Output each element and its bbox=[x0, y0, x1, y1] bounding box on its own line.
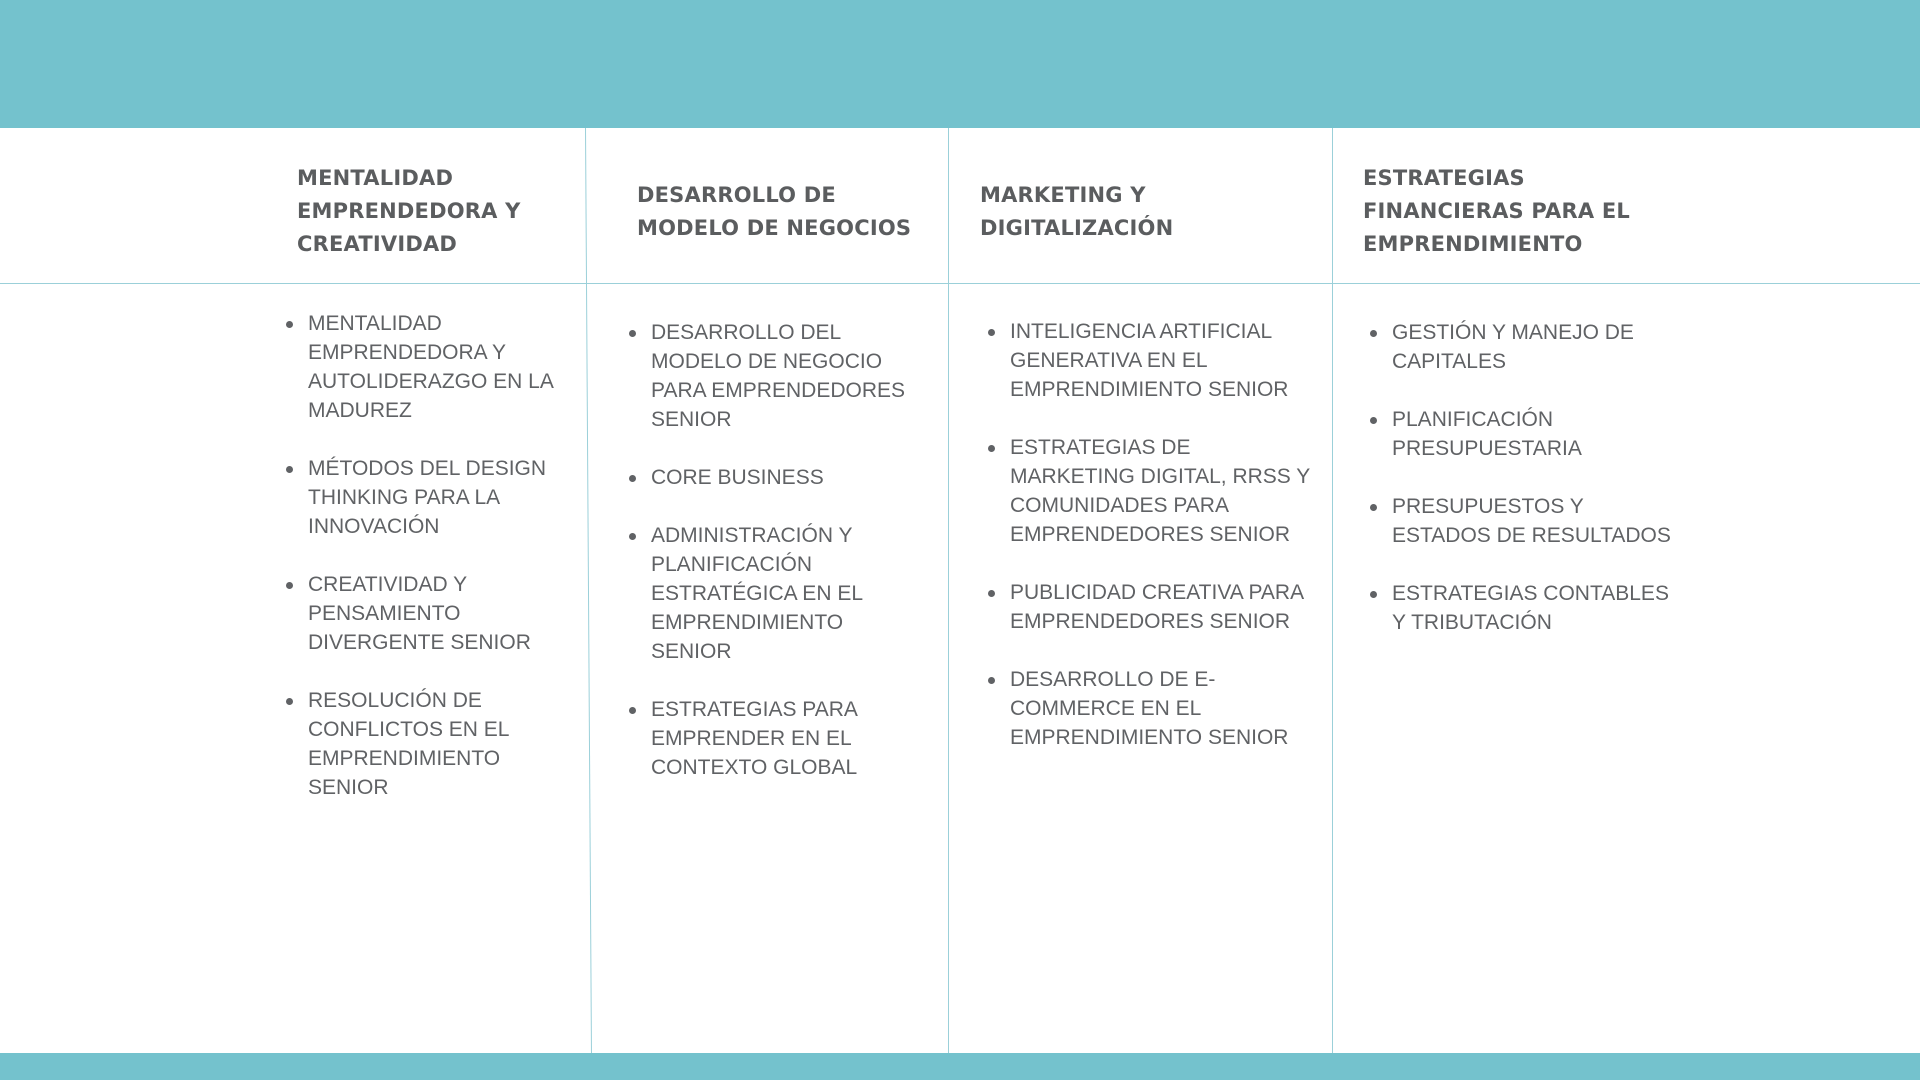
list-item-text: CREATIVIDAD Y PENSAMIENTO DIVERGENTE SENIOR bbox=[308, 573, 531, 654]
bullet-icon bbox=[286, 698, 293, 705]
list-item-text: ADMINISTRACIÓN Y PLANIFICACIÓN ESTRATÉGICA EN EL EMPRENDIMIENTO SENIOR bbox=[651, 524, 863, 663]
header-divider bbox=[0, 283, 1920, 284]
list-item bbox=[280, 686, 555, 802]
list-item-text: MÉTODOS DEL DESIGN THINKING PARA LA INNOVACIÓN bbox=[308, 457, 547, 538]
list-item-text: GESTIÓN Y MANEJO DE CAPITALES bbox=[1392, 321, 1634, 373]
bullet-icon bbox=[286, 466, 293, 473]
list-item bbox=[280, 454, 555, 541]
list-item-text: INTELIGENCIA ARTIFICIAL GENERATIVA EN EL EMPRENDIMIENTO SENIOR bbox=[1010, 320, 1289, 401]
column-2-list bbox=[623, 318, 913, 811]
bullet-icon bbox=[286, 321, 293, 328]
list-item-text: ESTRATEGIAS PARA EMPRENDER EN EL CONTEXTO GLOBAL bbox=[651, 698, 858, 779]
column-4-list bbox=[1364, 318, 1684, 666]
bullet-icon bbox=[629, 330, 636, 337]
column-4-title-text: ESTRATEGIAS FINANCIERAS PARA EL EMPRENDIMIENTO bbox=[1363, 166, 1630, 256]
column-1-list bbox=[280, 309, 555, 831]
bullet-icon bbox=[1370, 417, 1377, 424]
list-item bbox=[982, 578, 1312, 636]
column-divider-2 bbox=[948, 128, 949, 1053]
bullet-icon bbox=[988, 590, 995, 597]
column-4-title bbox=[1363, 162, 1653, 261]
list-item-text: DESARROLLO DEL MODELO DE NEGOCIO PARA EMPRENDEDORES SENIOR bbox=[651, 321, 905, 431]
list-item-text: RESOLUCIÓN DE CONFLICTOS EN EL EMPRENDIMIENTO SENIOR bbox=[308, 689, 509, 799]
list-item bbox=[623, 521, 913, 666]
list-item bbox=[280, 570, 555, 657]
column-3-list bbox=[982, 317, 1312, 781]
column-3-title bbox=[980, 162, 1270, 261]
list-item-text: CORE BUSINESS bbox=[651, 466, 824, 489]
list-item bbox=[623, 695, 913, 782]
list-item bbox=[1364, 318, 1684, 376]
list-item bbox=[982, 317, 1312, 404]
bullet-icon bbox=[629, 533, 636, 540]
list-item bbox=[982, 433, 1312, 549]
list-item-text: MENTALIDAD EMPRENDEDORA Y AUTOLIDERAZGO EN LA MADUREZ bbox=[308, 312, 553, 422]
list-item bbox=[1364, 579, 1684, 637]
list-item bbox=[280, 309, 555, 425]
list-item-text: PUBLICIDAD CREATIVA PARA EMPRENDEDORES SENIOR bbox=[1010, 581, 1303, 633]
column-divider-3 bbox=[1332, 128, 1333, 1053]
list-item-text: PLANIFICACIÓN PRESUPUESTARIA bbox=[1392, 408, 1582, 460]
list-item-text: ESTRATEGIAS DE MARKETING DIGITAL, RRSS Y COMUNIDADES PARA EMPRENDEDORES SENIOR bbox=[1010, 436, 1310, 546]
column-divider-1 bbox=[585, 128, 592, 1053]
bullet-icon bbox=[988, 329, 995, 336]
bullet-icon bbox=[286, 582, 293, 589]
header-band bbox=[0, 0, 1920, 128]
column-1-title bbox=[297, 162, 567, 261]
list-item-text: ESTRATEGIAS CONTABLES Y TRIBUTACIÓN bbox=[1392, 582, 1669, 634]
bullet-icon bbox=[1370, 330, 1377, 337]
list-item-text: PRESUPUESTOS Y ESTADOS DE RESULTADOS bbox=[1392, 495, 1671, 547]
list-item-text: DESARROLLO DE E-COMMERCE EN EL EMPRENDIMIENTO SENIOR bbox=[1010, 668, 1289, 749]
list-item bbox=[982, 665, 1312, 752]
column-2-title bbox=[637, 162, 927, 261]
column-2-title-text: DESARROLLO DE MODELO DE NEGOCIOS bbox=[637, 182, 912, 240]
bullet-icon bbox=[988, 677, 995, 684]
list-item bbox=[623, 318, 913, 434]
bullet-icon bbox=[629, 707, 636, 714]
list-item bbox=[623, 463, 913, 492]
list-item bbox=[1364, 405, 1684, 463]
bullet-icon bbox=[1370, 591, 1377, 598]
column-3-title-text: MARKETING Y DIGITALIZACIÓN bbox=[980, 182, 1174, 240]
bullet-icon bbox=[1370, 504, 1377, 511]
bullet-icon bbox=[629, 475, 636, 482]
footer-band bbox=[0, 1053, 1920, 1080]
column-1-title-text: MENTALIDAD EMPRENDEDORA Y CREATIVIDAD bbox=[297, 166, 521, 256]
list-item bbox=[1364, 492, 1684, 550]
bullet-icon bbox=[988, 445, 995, 452]
